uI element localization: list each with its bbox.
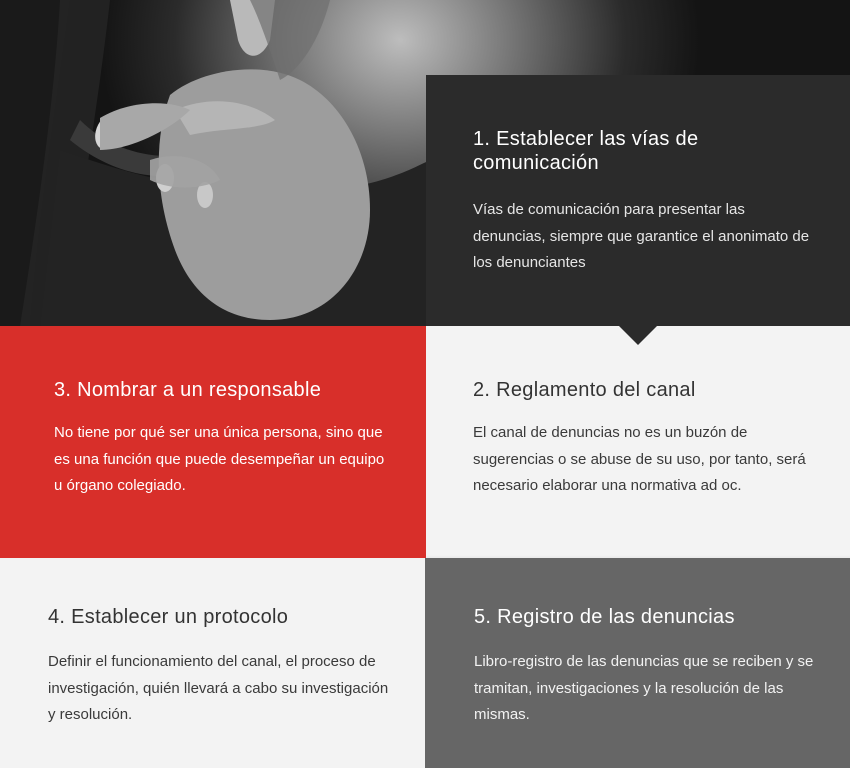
card-title: 1. Establecer las vías de comunicación bbox=[473, 128, 699, 174]
card-text: Definir el funcionamiento del canal, el proceso de investigación, quién llevará a cabo su investigación y resolución. bbox=[48, 653, 389, 723]
card-channel-regulation bbox=[426, 326, 850, 558]
card-title: 5. Registro de las denuncias bbox=[474, 606, 735, 628]
card-text: No tiene por qué ser una única persona, sino que es una función que puede desempeñar un equipo u órgano colegiado. bbox=[54, 424, 385, 494]
card-title: 3. Nombrar a un responsable bbox=[54, 379, 322, 401]
card-complaints-register bbox=[425, 558, 850, 768]
card-text: Vías de comunicación para presentar las denuncias, siempre que garantice el anonimato de los denunciantes bbox=[473, 201, 810, 271]
card-title: 2. Reglamento del canal bbox=[473, 379, 696, 401]
card-text: El canal de denuncias no es un buzón de sugerencias o se abuse de su uso, por tanto, será necesario elaborar una normativa ad oc. bbox=[473, 424, 806, 494]
card-text: Libro-registro de las denuncias que se reciben y se tramitan, investigaciones y la resolución de las mismas. bbox=[474, 653, 814, 723]
card-appoint-responsible bbox=[0, 326, 426, 558]
card-communication-channels bbox=[426, 75, 850, 326]
pointer-arrow-icon bbox=[619, 326, 657, 345]
card-establish-protocol bbox=[0, 558, 426, 768]
card-title: 4. Establecer un protocolo bbox=[48, 606, 289, 628]
